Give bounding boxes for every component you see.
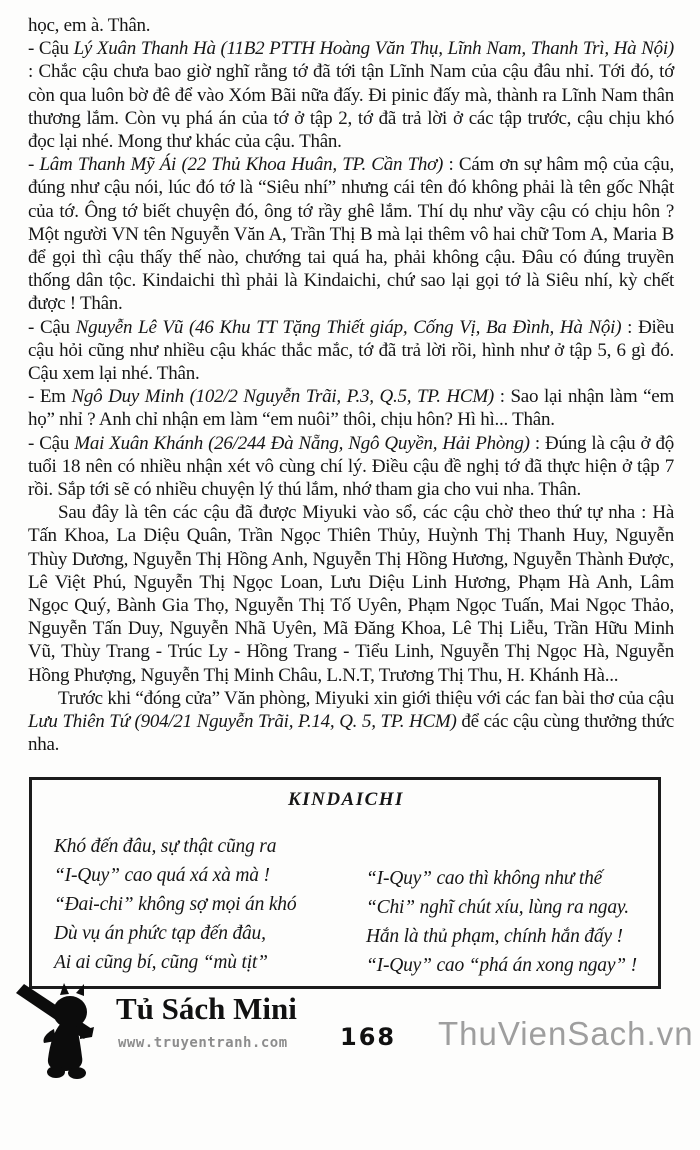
letter-text: Trước khi “đóng cửa” Văn phòng, Miyuki xin giới thiệu với các fan bài thơ của cậu <box>58 687 674 709</box>
paragraph <box>28 37 674 153</box>
page-footer <box>28 990 694 1077</box>
sender-name-address: Lâm Thanh Mỹ Ái (22 Thủ Khoa Huân, TP. Cần Thơ) <box>39 154 444 176</box>
poem-line: Khó đến đâu, sự thật cũng ra <box>54 835 277 857</box>
watermark-text: ThuVienSach.vn <box>438 1014 694 1052</box>
poem-line: “I-Quy” cao thì không như thế <box>366 867 603 889</box>
letter-text: để các cậu cùng thưởng thức nha. <box>28 711 675 756</box>
kindaichi-box <box>29 777 661 989</box>
letter-text: - <box>28 154 40 176</box>
poem-right-column <box>366 832 646 980</box>
poem-line: “I-Quy” cao “phá án xong ngay” ! <box>366 954 637 976</box>
sender-name-address: Ngô Duy Minh (102/2 Nguyễn Trãi, P.3, Q.5, TP. HCM) <box>71 386 494 408</box>
paragraph <box>28 687 674 757</box>
letter-text: - Cậu <box>28 38 74 60</box>
paragraph <box>28 14 674 37</box>
letters-block <box>28 14 674 757</box>
letter-text: - Cậu <box>28 316 76 338</box>
samurai-mascot-icon <box>14 979 118 1079</box>
poem-line: Dù vụ án phức tạp đến đâu, <box>54 922 266 944</box>
publisher-url: www.truyentranh.com <box>118 1034 288 1051</box>
poem-title: KINDAICHI <box>288 788 404 810</box>
letter-text: : Đúng là cậu ở độ tuổi 18 nên có nhiều nhận xét vô cùng chí lý. Điều cậu đề nghị tớ đã thực hiện ở tập 7 rồi. Sắp tới sẽ có nhiều chuyện lý thú lắm, nhớ tham gia cho vui nha. Thân. <box>28 432 674 501</box>
sender-name-address: Lưu Thiên Tứ (904/21 Nguyễn Trãi, P.14, Q. 5, TP. HCM) <box>28 711 457 733</box>
letter-text: học, em à. Thân. <box>28 15 151 36</box>
letter-text: : Chắc cậu chưa bao giờ nghĩ rằng tớ đã tới tận Lĩnh Nam của cậu đâu nhỉ. Tới đó, tớ còn qua luôn bờ đê để vào Xóm Bãi nữa đấy. Đi pinic đấy mà, thành ra Lĩnh Nam thân thương lắm. Còn vụ phá án của tớ ở tập 2, tớ đã trả lời ở các tập trước, cậu chịu khó đọc lại nhé. Mong thư khác của cậu. Thân. <box>28 61 674 153</box>
letter-text: - Em <box>28 386 72 408</box>
poem-line: “I-Quy” cao quá xá xà mà ! <box>54 864 270 886</box>
letter-text: : Cám ơn sự hâm mộ của cậu, đúng như cậu nói, lúc đó tớ là “Siêu nhí” nhưng cái tên đó không phải là tên gốc Nhật của tớ. Ông tớ biết chuyện đó, ông tớ rầy ghê lắm. Thí dụ như vầy cậu có chịu hôn ? Một người VN tên Nguyễn Văn A, Trần Thị B mà lại thêm vô hai chữ Tom A, Maria B để gọi thì cậu thấy thế nào, chướng tai quá ha, phải không cậu. Đâu có đúng truyền thống dân tộc. Kindaichi thì phải là Kindaichi, chứ sao lại gọi tớ là Siêu nhí, kỳ chết được ! Thân. <box>28 154 674 315</box>
paragraph <box>28 432 674 502</box>
letter-text: - Cậu <box>28 432 75 454</box>
poem-line: “Chi” nghĩ chút xíu, lùng ra ngay. <box>366 896 629 918</box>
page-number: 168 <box>340 1022 397 1051</box>
paragraph <box>28 316 674 386</box>
paragraph <box>28 385 674 431</box>
paragraph <box>28 501 674 687</box>
sender-name-address: Nguyễn Lê Vũ (46 Khu TT Tặng Thiết giáp, Cống Vị, Ba Đình, Hà Nội) <box>75 316 622 338</box>
letter-text: Sau đây là tên các cậu đã được Miyuki vào sổ, các cậu chờ theo thứ tự nha : Hà Tấn Khoa, La Diệu Quân, Trần Ngọc Thiên Thủy, Huỳnh Thị Thanh Huy, Nguyễn Thùy Dương, Nguyễn Thị Hồng Anh, Nguyễn Thị Hồng Hương, Nguyễn Thành Được, Lê Việt Phú, Nguyễn Thị Ngọc Loan, Lưu Diệu Linh Hương, Phạm Hà Anh, Lâm Ngọc Quý, Bành Gia Thọ, Nguyễn Thị Tố Uyên, Phạm Ngọc Tuấn, Mai Ngọc Thảo, Nguyễn Tấn Duy, Nguyễn Nhã Uyên, Mã Đăng Khoa, Lê Thị Liễu, Trần Hữu Minh Vũ, Thùy Trang - Trúc Ly - Hồng Trang - Tiểu Linh, Nguyễn Thị Ngọc Hà, Nguyễn Hồng Phượng, Nguyễn Thị Minh Châu, L.N.T, Trương Thị Thu, H. Khánh Hà... <box>28 502 674 686</box>
poem-left-column <box>46 832 366 980</box>
sender-name-address: Lý Xuân Thanh Hà (11B2 PTTH Hoàng Văn Thụ, Lĩnh Nam, Thanh Trì, Hà Nội) <box>73 38 674 60</box>
letter-text: : Sao lại nhận làm “em họ” nhỉ ? Anh chỉ nhận em làm “em nuôi” thôi, chịu hôn? Hì hì... Thân. <box>28 386 674 431</box>
poem-columns <box>46 832 646 980</box>
poem-line: “Đai-chi” không sợ mọi án khó <box>54 893 297 915</box>
poem-line: Ai ai cũng bí, cũng “mù tịt” <box>54 951 268 973</box>
sender-name-address: Mai Xuân Khánh (26/244 Đà Nẵng, Ngô Quyền, Hải Phòng) <box>74 432 530 454</box>
publisher-logo-text: Tủ Sách Mini <box>116 990 297 1026</box>
letter-text: : Điều cậu hỏi cũng như nhiều cậu khác thắc mắc, tớ đã trả lời rồi, hình như ở tập 5, 6 gì đó. Cậu xem lại nhé. Thân. <box>28 316 675 385</box>
poem-line: Hắn là thủ phạm, chính hắn đấy ! <box>366 925 623 947</box>
paragraph <box>28 153 674 315</box>
